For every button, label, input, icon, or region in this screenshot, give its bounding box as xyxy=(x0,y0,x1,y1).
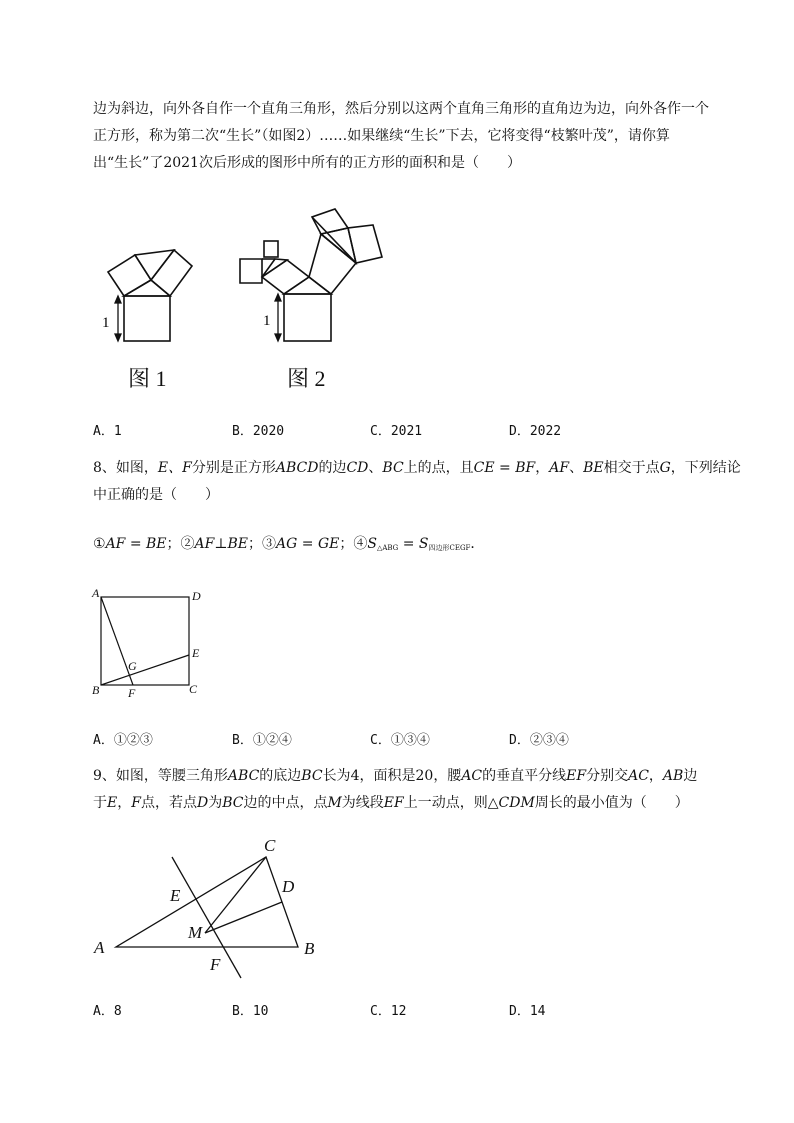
fig2-triangle-left xyxy=(262,259,287,277)
label-a: A xyxy=(94,938,105,957)
q8-c3-num: ；③ xyxy=(248,536,277,552)
q8-mid5: 相交于点 xyxy=(603,460,660,476)
q9-l2-mid3: 为 xyxy=(208,795,223,811)
q8-abcd: ABCD xyxy=(275,460,319,476)
q9-mid2: 长为 xyxy=(322,768,351,784)
q9-l2-mid5: 为线段 xyxy=(341,795,384,811)
q8-end: ，下列结论 xyxy=(670,460,741,476)
q8-ef: E、F xyxy=(157,460,192,476)
line-ef xyxy=(172,857,241,978)
q8-mid3: 上的点，且 xyxy=(403,460,474,476)
q8-c4-sub2: 四边形CEGF xyxy=(428,544,471,552)
q8-be: BE xyxy=(583,460,604,476)
fig1-length-label: 1 xyxy=(102,315,110,331)
fig2-small-left-square xyxy=(240,259,262,283)
segment-cm xyxy=(205,857,266,933)
triangle-abc xyxy=(116,857,298,947)
q8-condition: CE = BF xyxy=(473,460,536,476)
q8-text xyxy=(93,455,741,509)
q7-line-3: 出“生长”了2021次后形成的图形中所有的正方形的面积和是（ ） xyxy=(93,155,521,171)
label-b: B xyxy=(304,939,315,958)
q8-sep: 、 xyxy=(368,460,383,476)
q8-options xyxy=(93,729,653,747)
q9-text xyxy=(93,763,697,817)
q8-c4-sub1: △ABG xyxy=(376,544,399,552)
q8-conclusions xyxy=(93,531,484,562)
q9-twenty: 20 xyxy=(415,768,434,784)
q9-l2-mid2: 点，若点 xyxy=(140,795,197,811)
fig2-caption: 图 2 xyxy=(287,366,326,391)
q9-l2-mid6: 上一动点，则 xyxy=(403,795,488,811)
q7-text xyxy=(93,96,709,177)
q8-line-2: 中正确的是（ ） xyxy=(93,487,219,503)
q7-options xyxy=(93,420,653,438)
label-m: M xyxy=(188,923,203,942)
q8-cd: CD xyxy=(346,460,369,476)
q8-mid2: 的边 xyxy=(318,460,347,476)
q9-l2-end: 周长的最小值为（ ） xyxy=(534,795,689,811)
label-f: F xyxy=(128,686,136,700)
square-abcd xyxy=(101,597,189,685)
q9-line-1 xyxy=(93,763,697,790)
fig1-caption: 图 1 xyxy=(128,366,167,391)
q9-l2-ef: EF xyxy=(383,795,404,811)
q9-mid7: ， xyxy=(648,768,663,784)
q9-l2-mid4: 边的中点，点 xyxy=(243,795,328,811)
q8-c-end: ． xyxy=(470,536,485,552)
q7-option-a[interactable]: A．1 xyxy=(93,424,122,439)
q7-line-2: 正方形，称为第二次“生长”（如图2）……如果继续“生长”下去，它将变得“枝繁叶茂”，请你算 xyxy=(93,128,670,144)
q9-figure xyxy=(88,830,328,980)
label-d: D xyxy=(192,589,201,603)
label-f: F xyxy=(210,955,221,974)
q8-c3: AG = GE xyxy=(276,536,340,552)
fig1-left-square xyxy=(108,255,151,296)
q9-mid1: 的底边 xyxy=(259,768,302,784)
q9-option-b[interactable]: B．10 xyxy=(232,1004,269,1019)
q7-option-d[interactable]: D．2022 xyxy=(509,424,562,439)
label-g: G xyxy=(128,659,137,673)
q9-abc: ABC xyxy=(227,768,260,784)
q8-c1-num: ① xyxy=(93,536,106,552)
label-b: B xyxy=(92,683,100,697)
fig2-triangle xyxy=(284,277,331,294)
q9-mid5: 的垂直平分线 xyxy=(482,768,567,784)
fig2-length-label: 1 xyxy=(263,313,271,329)
fig2-tree xyxy=(240,209,382,341)
q7-option-b[interactable]: B．2020 xyxy=(232,424,285,439)
q9-ac2: AC xyxy=(628,768,649,784)
q8-mid1: 分别是正方形 xyxy=(191,460,276,476)
q9-line-2 xyxy=(93,790,697,817)
q9-end1: 边 xyxy=(683,768,698,784)
q8-c2: AF⊥BE xyxy=(194,536,249,552)
label-c: C xyxy=(264,836,276,855)
fig2-far-right-square xyxy=(348,225,382,263)
q9-l2-bc: BC xyxy=(222,795,244,811)
segment-be xyxy=(101,655,189,685)
q9-options xyxy=(93,1000,653,1018)
q8-c4-s2: S xyxy=(418,536,429,552)
q8-c1: AF = BE xyxy=(105,536,167,552)
q8-mid4: ， xyxy=(535,460,550,476)
q8-af: AF xyxy=(549,460,570,476)
q9-ac: AC xyxy=(461,768,483,784)
fig1-base-square xyxy=(124,296,170,341)
q9-prefix: 9、如图，等腰三角形 xyxy=(93,768,228,784)
fig1-tree xyxy=(108,250,192,341)
fig2-base-square xyxy=(284,294,331,341)
fig1-gap-triangle xyxy=(135,250,174,280)
q8-prefix: 8、如图， xyxy=(93,460,158,476)
q9-option-a[interactable]: A．8 xyxy=(93,1004,122,1019)
q8-option-d[interactable]: D．②③④ xyxy=(509,733,569,748)
q9-mid6: 分别交 xyxy=(586,768,629,784)
q9-e: E xyxy=(107,795,118,811)
q8-g: G xyxy=(659,460,671,476)
q9-m: M xyxy=(327,795,342,811)
fig2-left-square xyxy=(262,260,309,294)
q9-ef: EF xyxy=(566,768,587,784)
q8-bc: BC xyxy=(382,460,404,476)
label-e: E xyxy=(192,646,200,660)
q9-l2-prefix: 于 xyxy=(93,795,107,811)
q8-line-1 xyxy=(93,455,741,482)
q8-option-b[interactable]: B．①②④ xyxy=(232,733,292,748)
q9-l2-mid1: ， xyxy=(117,795,132,811)
q9-option-c[interactable]: C．12 xyxy=(370,1004,407,1019)
q9-d: D xyxy=(196,795,209,811)
q8-option-c[interactable]: C．①③④ xyxy=(370,733,430,748)
q9-triangle-cdm: △CDM xyxy=(487,795,535,811)
q9-mid3: ，面积是 xyxy=(359,768,416,784)
q8-option-a[interactable]: A．①②③ xyxy=(93,733,153,748)
q7-figures xyxy=(90,205,410,350)
q8-sep2: 、 xyxy=(569,460,584,476)
q9-f: F xyxy=(131,795,141,811)
q7-line-1: 边为斜边，向外各自作一个直角三角形，然后分别以这两个直角三角形的直角边为边，向外各作一个 xyxy=(93,101,709,117)
q7-option-c[interactable]: C．2021 xyxy=(370,424,423,439)
q9-ab: AB xyxy=(662,768,684,784)
q8-c2-num: ；② xyxy=(166,536,195,552)
q8-c4-eq: = xyxy=(398,536,419,552)
label-e: E xyxy=(170,886,181,905)
fig2-small-top-square xyxy=(264,241,278,257)
q9-four: 4 xyxy=(350,768,360,784)
q8-c4-s1: S xyxy=(367,536,377,552)
q9-bc: BC xyxy=(301,768,323,784)
q9-option-d[interactable]: D．14 xyxy=(509,1004,546,1019)
q8-figure xyxy=(88,585,213,700)
q8-c4-num: ；④ xyxy=(339,536,368,552)
label-a: A xyxy=(92,586,100,600)
segment-md xyxy=(205,902,282,933)
q9-mid4: ，腰 xyxy=(433,768,462,784)
label-d: D xyxy=(282,877,295,896)
label-c: C xyxy=(189,682,198,696)
